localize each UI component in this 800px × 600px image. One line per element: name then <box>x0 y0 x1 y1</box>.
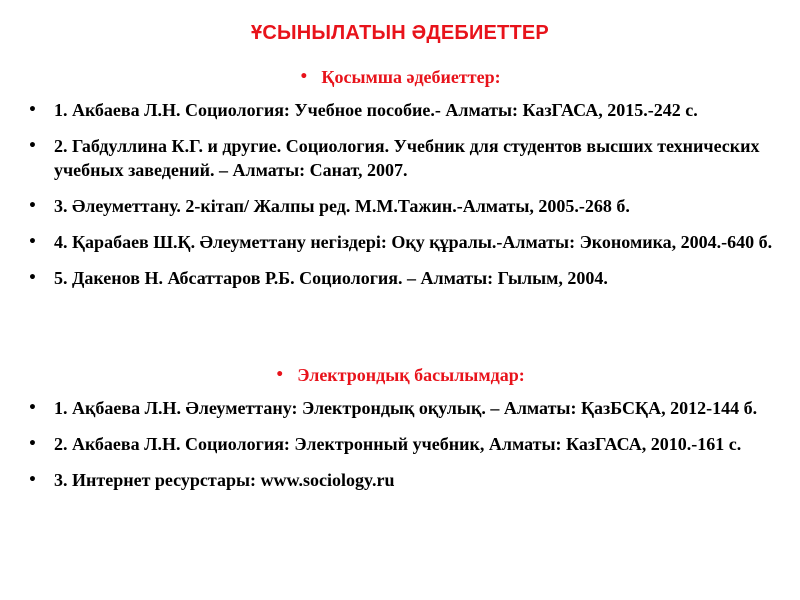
page-title: ҰСЫНЫЛАТЫН ӘДЕБИЕТТЕР <box>251 22 549 44</box>
list-item <box>28 468 788 492</box>
bullet-icon: • <box>28 436 37 452</box>
bullet-icon: • <box>28 138 37 154</box>
section-heading-label: Қосымша әдебиеттер: <box>321 67 501 87</box>
reference-text: 4. Қарабаев Ш.Қ. Әлеуметтану негіздері: Оқу құралы.-Алматы: Экономика, 2004.-640 б. <box>54 232 773 252</box>
bullet-icon: • <box>299 69 309 85</box>
list-item <box>28 432 788 456</box>
list-item <box>28 98 788 122</box>
bullet-icon: • <box>28 270 37 286</box>
list-item <box>28 396 788 420</box>
bullet-icon: • <box>28 400 37 416</box>
list-item <box>28 134 788 182</box>
reference-list-electronic <box>28 396 788 504</box>
list-item <box>28 230 788 254</box>
list-item <box>28 194 788 218</box>
section-heading-additional <box>0 67 800 88</box>
bullet-icon: • <box>28 234 37 250</box>
reference-text: 3. Интернет ресурстары: www.sociology.ru <box>54 470 395 490</box>
bullet-icon: • <box>28 198 37 214</box>
reference-text: 1. Ақбаева Л.Н. Әлеуметтану: Электрондық оқулық. – Алматы: ҚазБСҚА, 2012-144 б. <box>54 398 758 418</box>
section-heading-electronic <box>0 365 800 386</box>
section-heading-label: Электрондық басылымдар: <box>297 365 525 385</box>
reference-text: 5. Дакенов Н. Абсаттаров Р.Б. Социология. – Алматы: Гылым, 2004. <box>54 268 608 288</box>
reference-text: 3. Әлеуметтану. 2-кітап/ Жалпы ред. М.М.Тажин.-Алматы, 2005.-268 б. <box>54 196 630 216</box>
bullet-icon: • <box>275 367 285 383</box>
reference-text: 2. Акбаева Л.Н. Социология: Электронный учебник, Алматы: КазГАСА, 2010.-161 с. <box>54 434 742 454</box>
reference-text: 2. Габдуллина К.Г. и другие. Социология. Учебник для студентов высших технических учебных заведений. – Алматы: Санат, 2007. <box>54 136 760 180</box>
reference-text: 1. Акбаева Л.Н. Социология: Учебное пособие.- Алматы: КазГАСА, 2015.-242 с. <box>54 100 698 120</box>
bullet-icon: • <box>28 472 37 488</box>
bullet-icon: • <box>28 102 37 118</box>
reference-list-additional <box>28 98 788 302</box>
list-item <box>28 266 788 290</box>
